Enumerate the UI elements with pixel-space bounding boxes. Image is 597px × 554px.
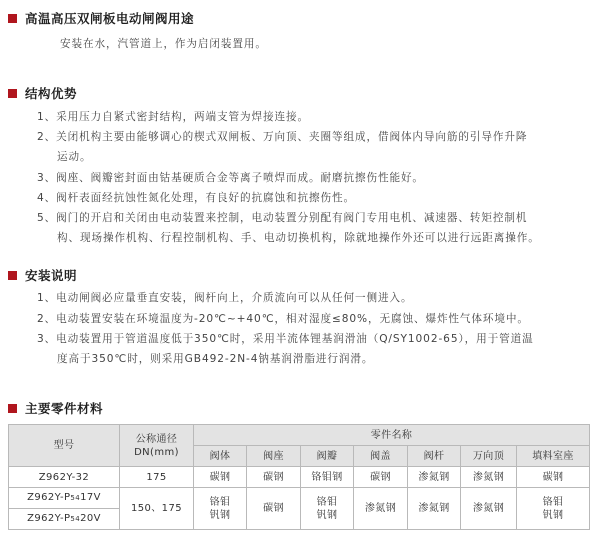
materials-table [8, 424, 590, 530]
section-materials-header [8, 400, 103, 416]
column-header: 万向顶 [461, 446, 517, 467]
material-cell: 碳钢 [247, 467, 301, 488]
section-structure-title: 结构优势 [25, 86, 78, 101]
dn-header-line1: 公称通径 [135, 433, 178, 445]
material-cell: 铬钼 钒钢 [194, 488, 247, 530]
table-header-row [9, 425, 590, 446]
usage-text: 安装在水，汽管道上，作为启闭装置用。 [60, 38, 267, 50]
model-cell: Z962Y-P5417V [9, 488, 120, 509]
material-cell: 渗氮钢 [354, 488, 408, 530]
material-cell: 碳钢 [354, 467, 408, 488]
dn-cell: 150、175 [120, 488, 194, 530]
material-cell: 渗氮钢 [461, 488, 517, 530]
structure-line: 5、阀门的开启和关闭由电动装置来控制，电动装置分别配有阀门专用电机、减速器、转矩控制机 [37, 212, 528, 224]
dn-header [120, 425, 194, 467]
section-marker-square [8, 14, 17, 23]
material-cell: 碳钢 [517, 467, 590, 488]
structure-line: 4、阀杆表面经抗蚀性氮化处理，有良好的抗腐蚀和抗擦伤性。 [37, 192, 355, 204]
column-header: 阀杆 [408, 446, 461, 467]
table-row [9, 488, 590, 509]
install-line: 3、电动装置用于管道温度低于350℃时，采用半流体锂基润滑油（Q/SY1002-65），用于管道温 [37, 333, 534, 345]
structure-line: 3、阀座、阀瓣密封面由钴基硬质合金等离子喷焊而成。耐磨抗擦伤性能好。 [37, 172, 424, 184]
material-cell: 碳钢 [247, 488, 301, 530]
material-cell: 渗氮钢 [408, 488, 461, 530]
section-marker-square [8, 404, 17, 413]
model-cell: Z962Y-P5420V [9, 509, 120, 530]
dn-cell: 175 [120, 467, 194, 488]
section-install-header [8, 267, 77, 283]
material-cell: 铬钼 钒钢 [517, 488, 590, 530]
structure-line: 构、现场操作机构、行程控制机构、手、电动切换机构，除就地操作外还可以进行远距离操作。 [57, 232, 540, 244]
column-header: 阀瓣 [301, 446, 354, 467]
column-header: 阀体 [194, 446, 247, 467]
section-marker-square [8, 89, 17, 98]
structure-line: 运动。 [57, 151, 92, 163]
material-cell: 渗氮钢 [408, 467, 461, 488]
section-usage-header [8, 10, 194, 26]
section-install-title: 安装说明 [25, 268, 78, 283]
model-cell: Z962Y-32 [9, 467, 120, 488]
section-materials-title: 主要零件材料 [25, 401, 104, 416]
install-line: 2、电动装置安装在环境温度为-20℃~+40℃，相对湿度≤80%，无腐蚀、爆炸性气体环境中。 [37, 313, 529, 325]
column-header: 阀盖 [354, 446, 408, 467]
install-line: 1、电动闸阀必应量垂直安装，阀杆向上，介质流向可以从任何一侧进入。 [37, 292, 413, 304]
column-header: 填料室座 [517, 446, 590, 467]
section-structure-header [8, 85, 77, 101]
table-row [9, 467, 590, 488]
column-header: 阀座 [247, 446, 301, 467]
structure-line: 1、采用压力自紧式密封结构，两端支管为焊接连接。 [37, 111, 309, 123]
section-marker-square [8, 271, 17, 280]
material-cell: 碳钢 [194, 467, 247, 488]
material-cell: 铬钼钢 [301, 467, 354, 488]
install-line: 度高于350℃时，则采用GB492-2N-4钠基润滑脂进行润滑。 [57, 353, 374, 365]
material-cell: 铬钼 钒钢 [301, 488, 354, 530]
material-cell: 渗氮钢 [461, 467, 517, 488]
dn-header-line2: DN(mm) [134, 446, 179, 458]
section-usage-title: 高温高压双闸板电动闸阀用途 [25, 11, 195, 26]
parts-header: 零件名称 [194, 425, 590, 446]
structure-line: 2、关闭机构主要由能够调心的楔式双闸板、万向顶、夹圈等组成，借阀体内导向筋的引导作升降 [37, 131, 528, 143]
model-header: 型号 [9, 425, 120, 467]
